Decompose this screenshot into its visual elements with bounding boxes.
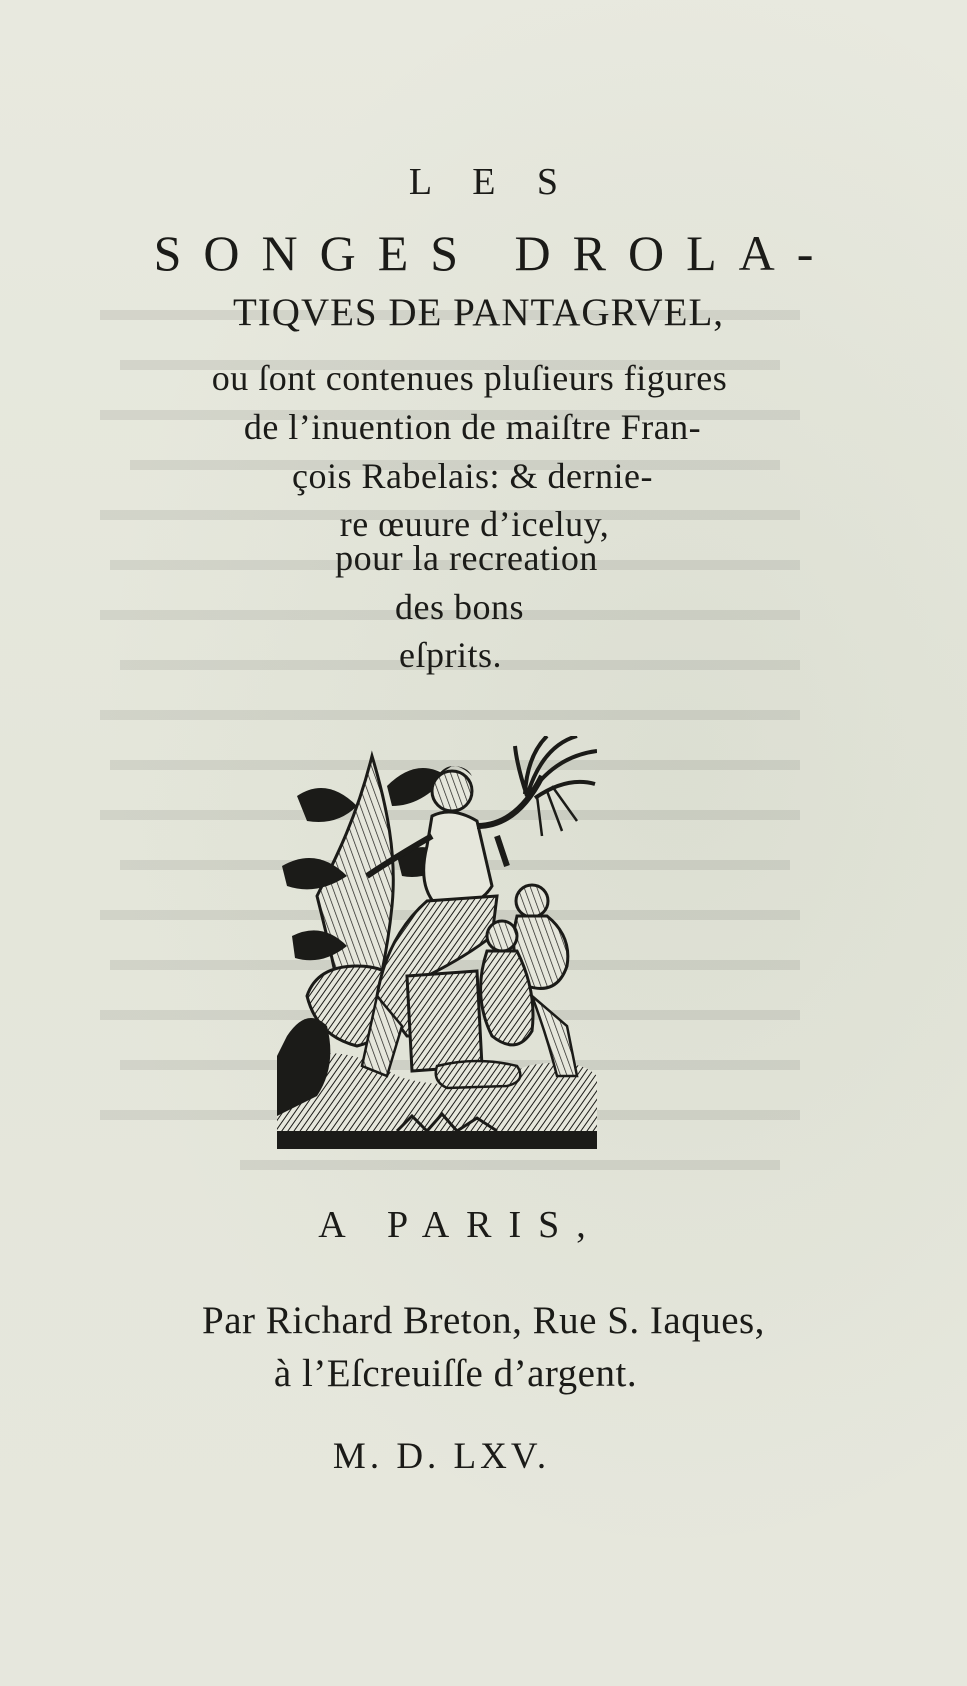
imprint-sign-line: à l’Eſcreuiſſe d’argent.: [273, 1352, 638, 1395]
imprint-place: A PARIS,: [318, 1204, 603, 1246]
subtitle-line-2: de l’inuention de maiſtre Fran-: [243, 407, 702, 447]
title-line-les: L E S: [408, 161, 575, 203]
allegorical-woodcut-icon: [277, 736, 597, 1149]
imprint-printer-line: Par Richard Breton, Rue S. Iaques,: [202, 1299, 765, 1342]
subtitle-line-7: eſprits.: [399, 635, 502, 675]
imprint-date: M. D. LXV.: [332, 1436, 551, 1477]
subtitle-line-3: çois Rabelais: & dernie-: [292, 456, 653, 496]
title-line-songes-drolatiques: SONGES DROLA-: [153, 225, 836, 281]
subtitle-line-5: pour la recreation: [335, 538, 598, 578]
subtitle-line-1: ou ſont contenues pluſieurs figures: [211, 358, 728, 398]
title-line-tiqves-de-pantagruel: TIQVES DE PANTAGRVEL,: [232, 291, 725, 334]
subtitle-line-6: des bons: [395, 587, 524, 627]
subtitle-line-4: re œuure d’iceluy,: [339, 504, 610, 544]
